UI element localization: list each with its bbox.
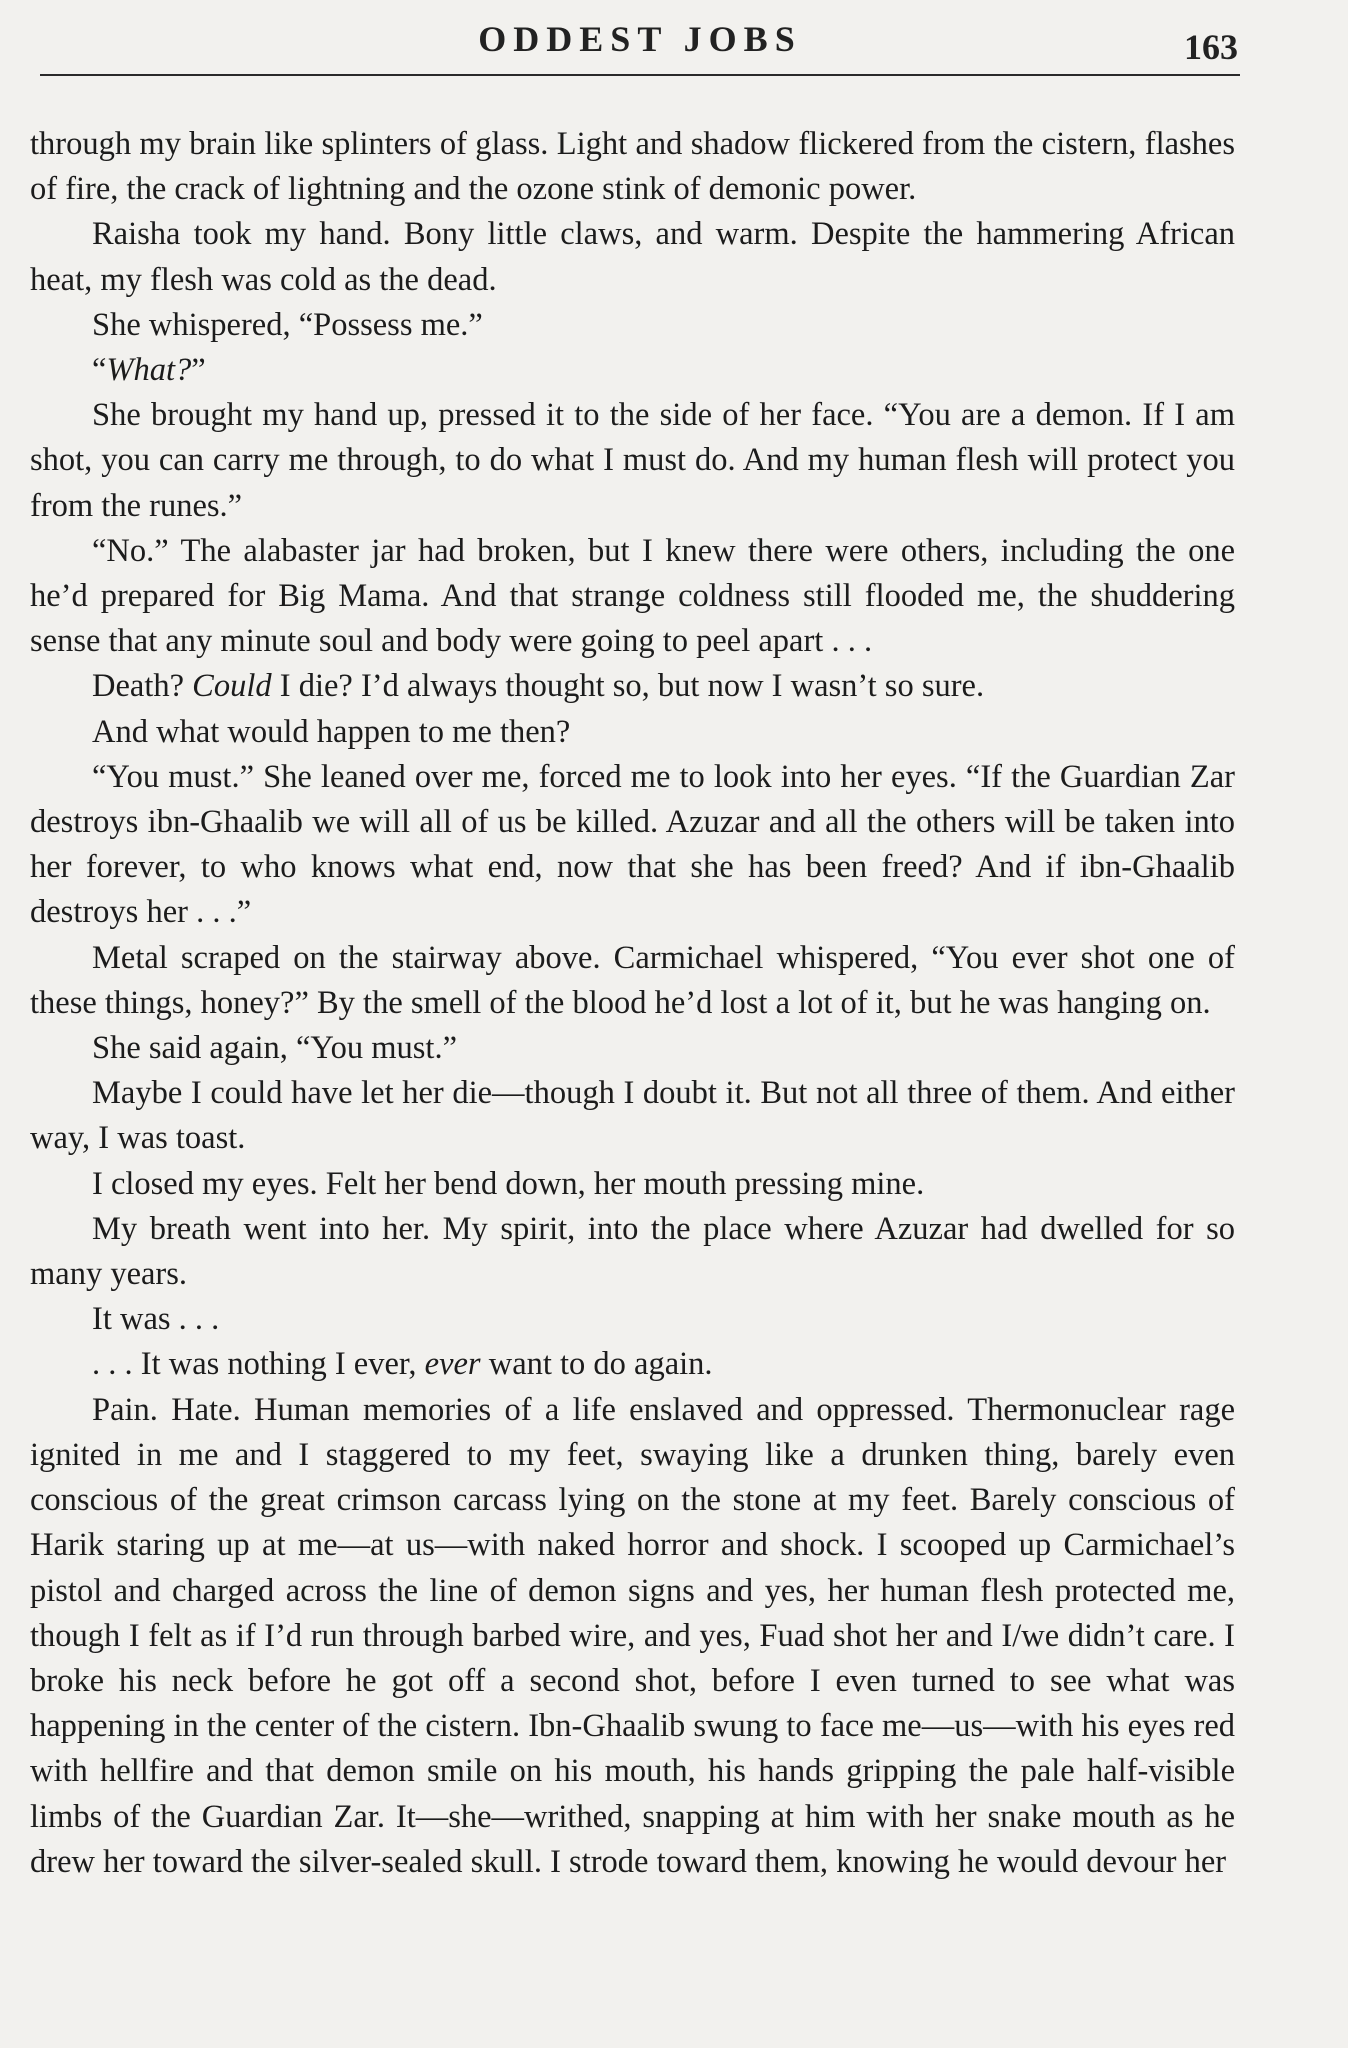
paragraph-text: Pain. Hate. Human memories of a life enslaved and oppressed. Thermonuclear rage ignited in me and I staggered to my feet, swaying like a drunken thing, barely even conscious of the great crimson carcass lying on the stone at my feet. Barely conscious of Harik staring up at me—at us—with naked horror and shock. I scooped up Carmichael’s pistol and charged across the line of demon signs and yes, her human flesh protected me, though I felt as if I’d run through barbed wire, and yes, Fuad shot her and I/we didn’t care. I broke his neck before he got off a second shot, before I even turned to see what was happening in the center of the cistern. Ibn-Ghaalib swung to face me—us—with his eyes red with hellfire and that demon smile on his mouth, his hands gripping the pale half-visible limbs of the Guardian Zar. It—she—writhed, snapping at him with her snake mouth as he drew her toward the silver-sealed skull. I strode toward them, knowing he would devour her <box>30 1391 1235 1880</box>
paragraph <box>30 212 1235 302</box>
paragraph-text: Raisha took my hand. Bony little claws, and warm. Despite the hammering African heat, my flesh was cold as the dead. <box>30 216 1235 298</box>
paragraph-text: It was . . . <box>92 1301 220 1338</box>
paragraph-text: I closed my eyes. Felt her bend down, her mouth pressing mine. <box>92 1165 925 1202</box>
paragraph <box>30 664 1235 709</box>
paragraph <box>30 529 1235 665</box>
paragraph-text: “ <box>92 352 107 389</box>
paragraph <box>30 755 1235 936</box>
paragraph <box>30 1071 1235 1161</box>
paragraph-text: “You must.” She leaned over me, forced me to look into her eyes. “If the Guardian Zar destroys ibn-Ghaalib we will all of us be killed. Azuzar and all the others will be taken into her forever, to who knows what end, now that she has been freed? And if ibn-Ghaalib destroys her . . .” <box>30 758 1235 931</box>
paragraph <box>30 1207 1235 1297</box>
paragraph-text: She whispered, “Possess me.” <box>92 306 483 343</box>
paragraph-text: ” <box>191 352 206 389</box>
body-text <box>30 122 1235 1885</box>
paragraph-text: want to do again. <box>480 1346 713 1383</box>
paragraph-text: I die? I’d always thought so, but now I wasn’t so sure. <box>271 668 985 705</box>
paragraph <box>30 1297 1235 1342</box>
paragraph <box>30 393 1235 529</box>
paragraph-text: She brought my hand up, pressed it to the side of her face. “You are a demon. If I am shot, you can carry me through, to do what I must do. And my human flesh will protect you from the runes.” <box>30 397 1235 524</box>
paragraph <box>30 710 1235 755</box>
italic-text: What? <box>106 352 192 389</box>
paragraph-text: . . . It was nothing I ever, <box>92 1346 425 1383</box>
italic-text: Could <box>192 668 272 705</box>
paragraph <box>30 1162 1235 1207</box>
paragraph-text: My breath went into her. My spirit, into the place where Azuzar had dwelled for so many years. <box>30 1210 1235 1293</box>
paragraph <box>30 348 1235 393</box>
paragraph-text: Death? <box>92 668 193 705</box>
paragraph <box>30 1342 1235 1387</box>
paragraph <box>30 936 1235 1026</box>
chapter-title: ODDEST JOBS <box>478 19 802 59</box>
paragraph-text: Metal scraped on the stairway above. Carmichael whispered, “You ever shot one of these things, honey?” By the smell of the blood he’d lost a lot of it, but he was hanging on. <box>30 939 1235 1021</box>
paragraph-text: She said again, “You must.” <box>92 1030 458 1067</box>
paragraph <box>30 1026 1235 1071</box>
running-head <box>40 12 1240 76</box>
paragraph <box>30 122 1235 212</box>
paragraph-text: Maybe I could have let her die—though I doubt it. But not all three of them. And either way, I was toast. <box>30 1075 1235 1157</box>
italic-text: ever <box>424 1346 481 1383</box>
paragraph <box>30 303 1235 348</box>
paragraph-text: And what would happen to me then? <box>92 713 571 750</box>
paragraph-text: “No.” The alabaster jar had broken, but I knew there were others, including the one he’d prepared for Big Mama. And that strange coldness still flooded me, the shuddering sense that any minute soul and body were going to peel apart . . . <box>30 532 1235 660</box>
page-number: 163 <box>1184 27 1238 67</box>
paragraph <box>30 1388 1235 1885</box>
paragraph-text: through my brain like splinters of glass. Light and shadow flickered from the cistern, flashes of fire, the crack of lightning and the ozone stink of demonic power. <box>30 126 1235 208</box>
